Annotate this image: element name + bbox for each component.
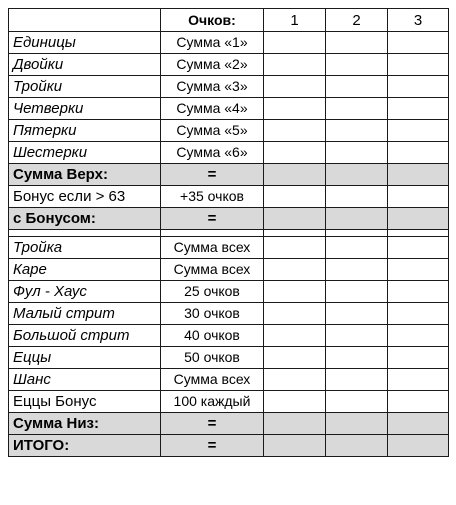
table-row — [9, 325, 449, 347]
table-row — [9, 54, 449, 76]
player-3-cell[interactable] — [388, 347, 449, 369]
table-row — [9, 281, 449, 303]
divider-cell — [264, 230, 326, 237]
table-row — [9, 259, 449, 281]
table-row — [9, 32, 449, 54]
category-score: Сумма «4» — [161, 98, 264, 120]
player-3-cell[interactable] — [388, 369, 449, 391]
player-1-cell[interactable] — [264, 237, 326, 259]
player-2-cell[interactable] — [326, 164, 388, 186]
category-name: Двойки — [9, 54, 161, 76]
player-1-cell[interactable] — [264, 54, 326, 76]
category-score: Сумма «6» — [161, 142, 264, 164]
player-3-cell[interactable] — [388, 186, 449, 208]
player-2-cell[interactable] — [326, 325, 388, 347]
divider-cell — [161, 230, 264, 237]
player-3-cell[interactable] — [388, 413, 449, 435]
player-2-cell[interactable] — [326, 259, 388, 281]
player-2-cell[interactable] — [326, 120, 388, 142]
divider-cell — [9, 230, 161, 237]
score-table — [8, 8, 449, 457]
player-2-cell[interactable] — [326, 208, 388, 230]
header-row — [9, 9, 449, 32]
bonus-label: Бонус если > 63 — [9, 186, 161, 208]
category-name: Еццы — [9, 347, 161, 369]
table-row — [9, 120, 449, 142]
score-column-header: Очков: — [161, 9, 264, 32]
player-3-cell[interactable] — [388, 208, 449, 230]
player-3-cell[interactable] — [388, 120, 449, 142]
player-3-cell[interactable] — [388, 237, 449, 259]
player-1-cell[interactable] — [264, 164, 326, 186]
category-name: Большой стрит — [9, 325, 161, 347]
section-divider — [9, 230, 449, 237]
player-1-cell[interactable] — [264, 369, 326, 391]
player-3-cell[interactable] — [388, 98, 449, 120]
with-bonus-equals: = — [161, 208, 264, 230]
player-3-cell[interactable] — [388, 435, 449, 457]
header-blank-cell — [9, 9, 161, 32]
player-1-cell[interactable] — [264, 120, 326, 142]
player-1-cell[interactable] — [264, 391, 326, 413]
category-name: Четверки — [9, 98, 161, 120]
player-1-cell[interactable] — [264, 259, 326, 281]
category-name: Фул - Хаус — [9, 281, 161, 303]
player-3-cell[interactable] — [388, 259, 449, 281]
player-2-cell[interactable] — [326, 369, 388, 391]
player-1-header: 1 — [264, 9, 326, 32]
table-row — [9, 142, 449, 164]
category-name: Единицы — [9, 32, 161, 54]
category-name: Шанс — [9, 369, 161, 391]
category-score: Сумма «2» — [161, 54, 264, 76]
yahtzee-bonus-label: Еццы Бонус — [9, 391, 161, 413]
player-1-cell[interactable] — [264, 32, 326, 54]
lower-sum-row — [9, 413, 449, 435]
upper-sum-row — [9, 164, 449, 186]
table-row — [9, 237, 449, 259]
category-name: Шестерки — [9, 142, 161, 164]
table-row — [9, 303, 449, 325]
player-2-header: 2 — [326, 9, 388, 32]
player-1-cell[interactable] — [264, 435, 326, 457]
category-score: 25 очков — [161, 281, 264, 303]
category-score: 30 очков — [161, 303, 264, 325]
category-name: Каре — [9, 259, 161, 281]
player-3-cell[interactable] — [388, 281, 449, 303]
player-2-cell[interactable] — [326, 76, 388, 98]
table-row — [9, 98, 449, 120]
lower-sum-equals: = — [161, 413, 264, 435]
category-score: Сумма всех — [161, 259, 264, 281]
player-1-cell[interactable] — [264, 98, 326, 120]
player-2-cell[interactable] — [326, 303, 388, 325]
category-score: Сумма всех — [161, 369, 264, 391]
player-2-cell[interactable] — [326, 32, 388, 54]
category-score: Сумма всех — [161, 237, 264, 259]
category-name: Пятерки — [9, 120, 161, 142]
category-score: Сумма «1» — [161, 32, 264, 54]
category-score: 40 очков — [161, 325, 264, 347]
score-sheet — [8, 8, 448, 457]
player-3-cell[interactable] — [388, 76, 449, 98]
category-name: Тройки — [9, 76, 161, 98]
lower-sum-label: Сумма Низ: — [9, 413, 161, 435]
category-score: 50 очков — [161, 347, 264, 369]
player-3-cell[interactable] — [388, 32, 449, 54]
upper-sum-label: Сумма Верх: — [9, 164, 161, 186]
player-2-cell[interactable] — [326, 391, 388, 413]
player-2-cell[interactable] — [326, 186, 388, 208]
total-row — [9, 435, 449, 457]
player-2-cell[interactable] — [326, 281, 388, 303]
bonus-score: +35 очков — [161, 186, 264, 208]
player-2-cell[interactable] — [326, 98, 388, 120]
player-1-cell[interactable] — [264, 142, 326, 164]
table-row — [9, 347, 449, 369]
player-2-cell[interactable] — [326, 142, 388, 164]
player-3-cell[interactable] — [388, 391, 449, 413]
player-2-cell[interactable] — [326, 237, 388, 259]
category-score: Сумма «5» — [161, 120, 264, 142]
table-row — [9, 369, 449, 391]
player-1-cell[interactable] — [264, 413, 326, 435]
player-2-cell[interactable] — [326, 413, 388, 435]
player-1-cell[interactable] — [264, 281, 326, 303]
bonus-row — [9, 186, 449, 208]
category-name: Малый стрит — [9, 303, 161, 325]
with-bonus-row — [9, 208, 449, 230]
total-label: ИТОГО: — [9, 435, 161, 457]
divider-cell — [388, 230, 449, 237]
yahtzee-bonus-score: 100 каждый — [161, 391, 264, 413]
player-1-cell[interactable] — [264, 208, 326, 230]
player-1-cell[interactable] — [264, 303, 326, 325]
player-3-header: 3 — [388, 9, 449, 32]
with-bonus-label: с Бонусом: — [9, 208, 161, 230]
player-2-cell[interactable] — [326, 435, 388, 457]
player-3-cell[interactable] — [388, 142, 449, 164]
upper-sum-equals: = — [161, 164, 264, 186]
player-1-cell[interactable] — [264, 186, 326, 208]
player-3-cell[interactable] — [388, 164, 449, 186]
player-3-cell[interactable] — [388, 303, 449, 325]
yahtzee-bonus-row — [9, 391, 449, 413]
table-row — [9, 76, 449, 98]
player-1-cell[interactable] — [264, 347, 326, 369]
player-2-cell[interactable] — [326, 347, 388, 369]
divider-cell — [326, 230, 388, 237]
player-3-cell[interactable] — [388, 325, 449, 347]
player-2-cell[interactable] — [326, 54, 388, 76]
player-1-cell[interactable] — [264, 76, 326, 98]
category-name: Тройка — [9, 237, 161, 259]
total-equals: = — [161, 435, 264, 457]
player-1-cell[interactable] — [264, 325, 326, 347]
player-3-cell[interactable] — [388, 54, 449, 76]
category-score: Сумма «3» — [161, 76, 264, 98]
